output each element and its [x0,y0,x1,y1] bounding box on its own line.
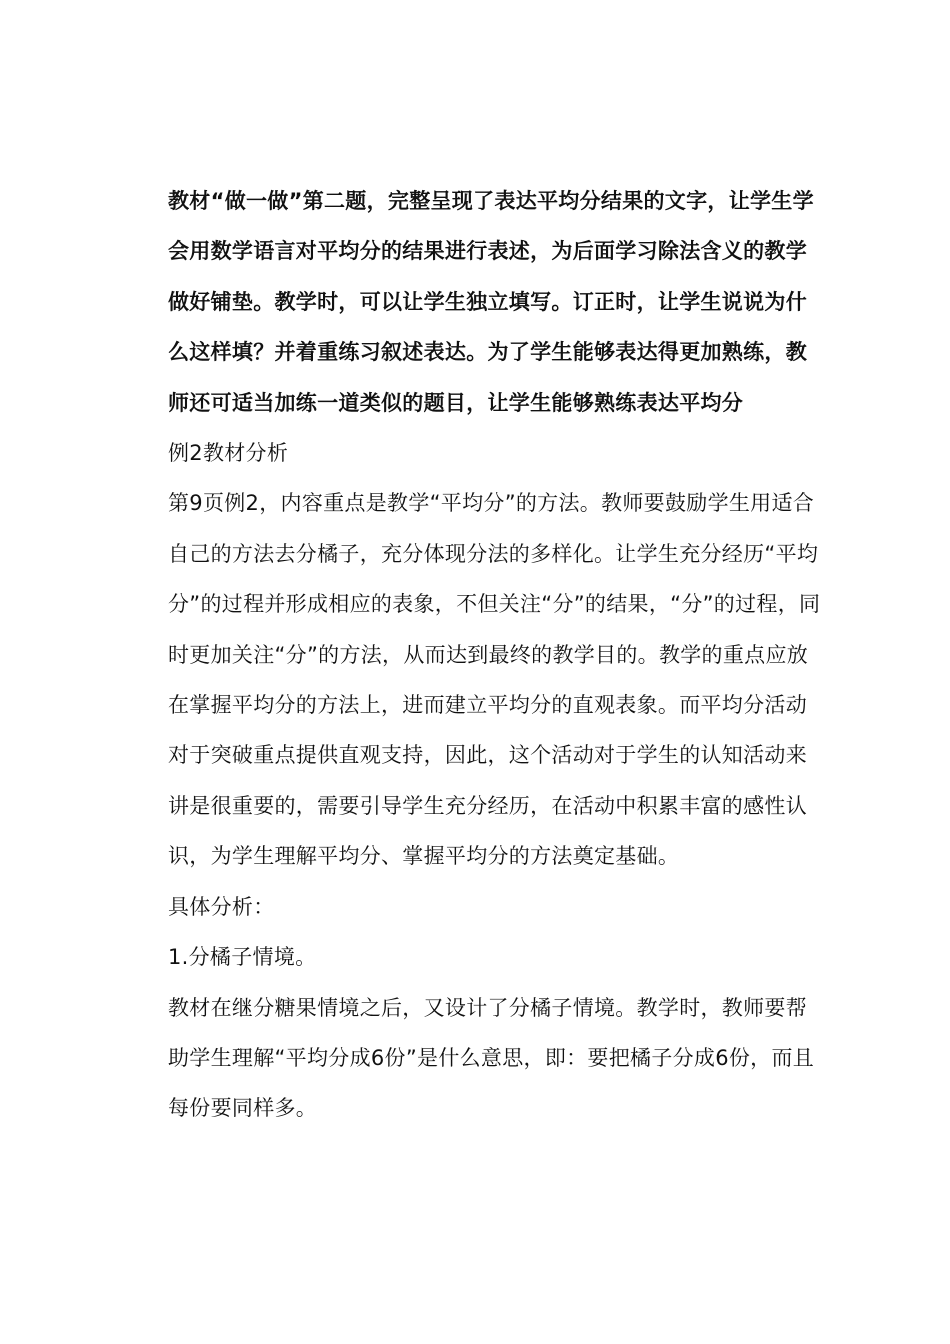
heading-example-2-analysis: 例2教材分析 [168,441,289,466]
paragraph-orange-scenario: 教材在继分糖果情境之后，又设计了分橘子情境。教学时，教师要帮助学生理解“平均分成6份”是什么意思，即：要把橘子分成6份，而且每份要同样多。 [168,995,815,1121]
document-body [168,176,828,1134]
paragraph-exercise-analysis: 教材“做一做”第二题，完整呈现了表达平均分结果的文字，让学生学会用数学语言对平均分的结果进行表述，为后面学习除法含义的教学做好铺垫。教学时，可以让学生独立填写。订正时，让学生说说为什么这样填？并着重练习叙述表达。为了学生能够表达得更加熟练，教师还可适当加练一道类似的题目，让学生能够熟练表达平均分 [168,189,814,415]
paragraph-example-2-content: 第9页例2，内容重点是教学“平均分”的方法。教师要鼓励学生用适合自己的方法去分橘子，充分体现分法的多样化。让学生充分经历“平均分”的过程并形成相应的表象，不但关注“分”的结果，“分”的过程，同时更加关注“分”的方法，从而达到最终的教学目的。教学的重点应放在掌握平均分的方法上，进而建立平均分的直观表象。而平均分活动对于突破重点提供直观支持，因此，这个活动对于学生的认知活动来讲是很重要的，需要引导学生充分经历，在活动中积累丰富的感性认识，为学生理解平均分、掌握平均分的方法奠定基础。 [168,491,821,869]
heading-specific-analysis: 具体分析： [168,894,275,919]
heading-item-1: 1.分橘子情境。 [168,945,317,970]
